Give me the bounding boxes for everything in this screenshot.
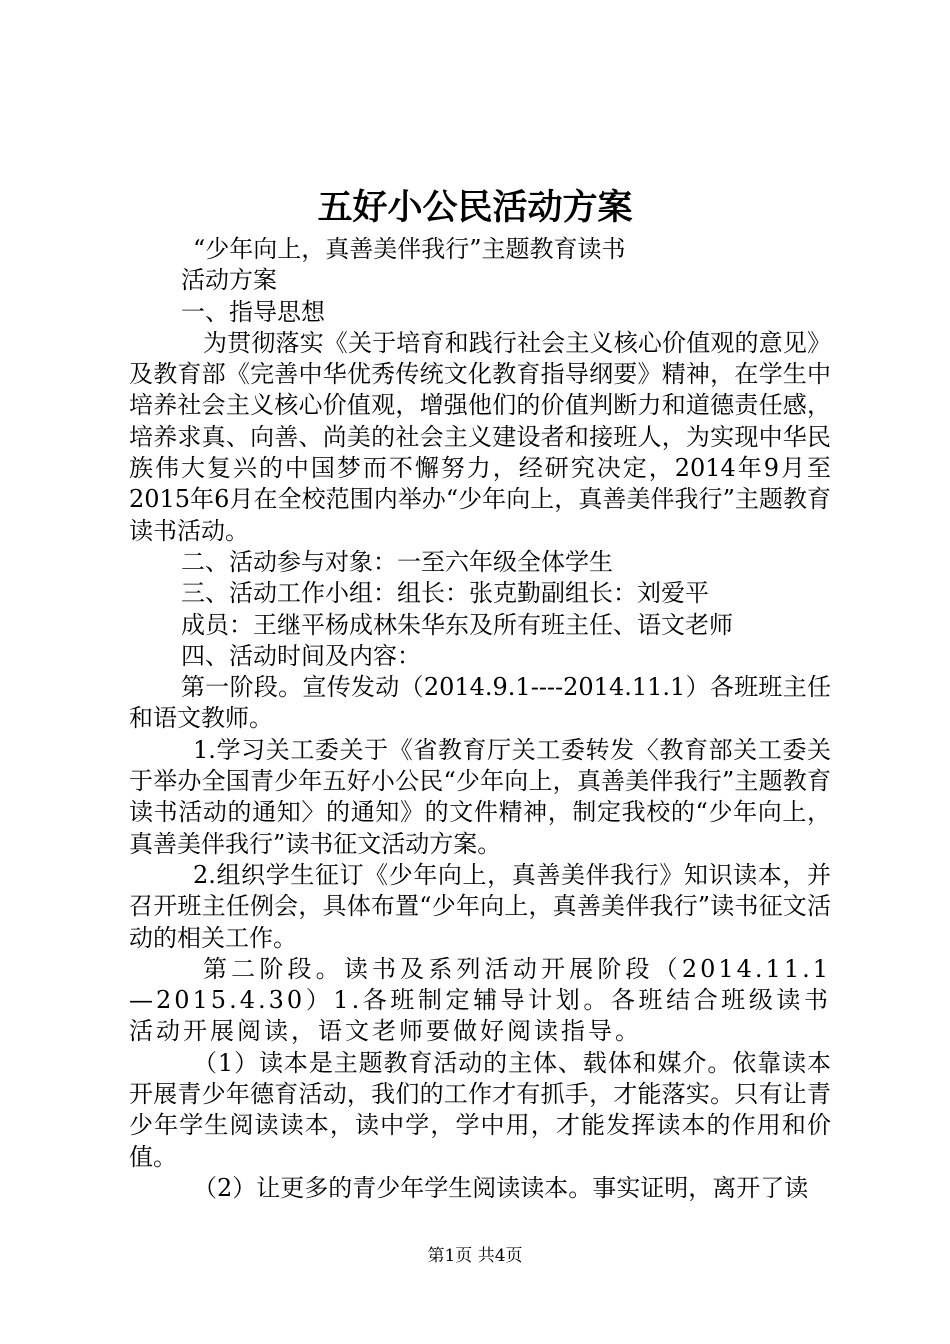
paragraph-participants: 二、活动参与对象：一至六年级全体学生 — [181, 547, 613, 576]
paragraph-sub-1: （1）读本是主题教育活动的主体、载体和媒介。依靠读本开展青少年德育活动，我们的工作才有抓手，才能落实。只有让青少年学生阅读读本，读中学，学中用，才能发挥读本的作用和价值。 — [129, 1048, 831, 1171]
paragraph-members: 成员：王继平杨成林朱华东及所有班主任、语文老师 — [181, 610, 733, 639]
paragraph-subtitle: “少年向上，真善美伴我行”主题教育读书 — [193, 235, 626, 263]
heading-time-content: 四、活动时间及内容： — [181, 641, 421, 670]
document-body — [129, 234, 831, 1204]
paragraph-item-2: 2.组织学生征订《少年向上，真善美伴我行》知识读本，并召开班主任例会，具体布置“少年向上，真善美伴我行”读书征文活动的相关工作。 — [129, 860, 831, 952]
paragraph-item-1: 1.学习关工委关于《省教育厅关工委转发〈教育部关工委关于举办全国青少年五好小公民“少年向上，真善美伴我行”主题教育读书活动的通知〉的通知》的文件精神，制定我校的“少年向上，真善美伴我行”读书征文活动方案。 — [129, 735, 831, 858]
page-number: 第1页 共4页 — [427, 1246, 523, 1266]
paragraph-stage-two: 第二阶段。读书及系列活动开展阶段（2014.11.1—2015.4.30）1.各班制定辅导计划。各班结合班级读书活动开展阅读，语文老师要做好阅读指导。 — [129, 954, 831, 1046]
paragraph-guiding-ideology: 为贯彻落实《关于培育和践行社会主义核心价值观的意见》及教育部《完善中华优秀传统文化教育指导纲要》精神，在学生中培养社会主义核心价值观，增强他们的价值判断力和道德责任感，培养求真、向善、尚美的社会主义建设者和接班人，为实现中华民族伟大复兴的中国梦而不懈努力，经研究决定，2014年9月至2015年6月在全校范围内举办“少年向上，真善美伴我行”主题教育读书活动。 — [129, 328, 831, 545]
paragraph-subtitle-cont: 活动方案 — [181, 266, 277, 295]
paragraph-stage-one: 第一阶段。宣传发动（2014.9.1----2014.11.1）各班班主任和语文教师。 — [129, 673, 831, 733]
paragraph-working-group: 三、活动工作小组：组长：张克勤副组长：刘爱平 — [181, 579, 709, 608]
paragraph-sub-2: （2）让更多的青少年学生阅读读本。事实证明，离开了读 — [193, 1173, 809, 1202]
heading-guiding-ideology: 一、指导思想 — [181, 297, 325, 326]
document-title: 五好小公民活动方案 — [317, 187, 633, 228]
